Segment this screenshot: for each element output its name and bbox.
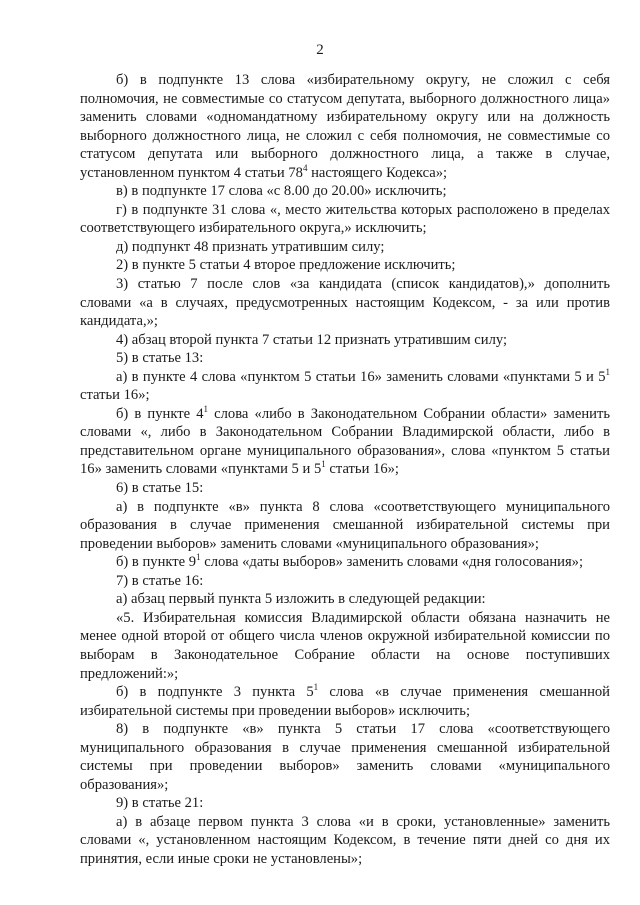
paragraph-text: слова «даты выборов» заменить словами «дня голосования»; bbox=[200, 554, 584, 571]
paragraph-text: 4) абзац второй пункта 7 статьи 12 признать утратившим силу; bbox=[116, 331, 508, 348]
paragraph-text: 3) статью 7 после слов «за кандидата (список кандидатов),» дополнить словами «а в случаях, предусмотренных настоящим Кодексом, - за или против кандидата,»; bbox=[80, 276, 610, 330]
paragraph-text: б) в подпункте 13 слова «избирательному округу, не сложил с себя полномочия, не совместимые со статусом депутата, выборного должностного лица» заменить словами «одномандатному избирательному округу или на должность выборного должностного лица, не сложил с себя полномочия, не совместимые со статусом депутата или выборного должностного лица, а также в случае, установленном пунктом 4 статьи 78 bbox=[80, 72, 610, 181]
paragraph bbox=[80, 71, 610, 182]
paragraph bbox=[80, 182, 610, 201]
superscript-index: 4 bbox=[302, 162, 308, 173]
paragraph-text: в) в подпункте 17 слова «с 8.00 до 20.00» исключить; bbox=[116, 183, 447, 200]
paragraph bbox=[80, 794, 610, 813]
paragraph bbox=[80, 405, 610, 479]
paragraph-text: 2) в пункте 5 статьи 4 второе предложение исключить; bbox=[116, 257, 456, 274]
paragraph bbox=[80, 331, 610, 350]
paragraph bbox=[80, 368, 610, 405]
superscript-index: 1 bbox=[313, 682, 319, 693]
paragraph-text: д) подпункт 48 признать утратившим силу; bbox=[116, 238, 385, 255]
paragraph bbox=[80, 479, 610, 498]
paragraph-text: б) в пункте 9 bbox=[116, 554, 197, 571]
superscript-index: 1 bbox=[605, 366, 610, 377]
paragraph-text: а) в абзаце первом пункта 3 слова «и в сроки, установленные» заменить словами «, установленном настоящим Кодексом, в течение пяти дней со дня их принятия, если иные сроки не установлены»; bbox=[80, 813, 610, 867]
paragraph-text: а) в подпункте «в» пункта 8 слова «соответствующего муниципального образования в случае применения смешанной избирательной системы при проведении выборов» заменить словами «муниципального образования»; bbox=[80, 498, 610, 552]
paragraph bbox=[80, 201, 610, 238]
paragraph-text: «5. Избирательная комиссия Владимирской области обязана назначить не менее одной второй от общего числа членов окружной избирательной комиссии по выборам в Законодательное Собрание области на основе поступивших предложений:»; bbox=[80, 609, 610, 682]
superscript-index: 1 bbox=[203, 403, 209, 414]
paragraph bbox=[80, 720, 610, 794]
paragraph bbox=[80, 498, 610, 554]
paragraph bbox=[80, 275, 610, 331]
paragraph-text: слова «в случае применения смешанной избирательной системы при проведении выборов» исключить; bbox=[80, 684, 610, 719]
paragraph bbox=[80, 572, 610, 591]
document-body bbox=[80, 71, 610, 869]
paragraph-text: статьи 16»; bbox=[325, 461, 399, 478]
paragraph-text: статьи 16»; bbox=[80, 387, 150, 404]
page-number: 2 bbox=[316, 42, 324, 58]
paragraph bbox=[80, 553, 610, 572]
paragraph-text: а) в пункте 4 слова «пунктом 5 статьи 16» заменить словами «пунктами 5 и 5 bbox=[116, 368, 606, 385]
paragraph-text: 5) в статье 13: bbox=[116, 350, 204, 367]
paragraph bbox=[80, 238, 610, 257]
paragraph bbox=[80, 609, 610, 683]
paragraph-text: 9) в статье 21: bbox=[116, 795, 204, 812]
paragraph bbox=[80, 813, 610, 869]
paragraph bbox=[80, 590, 610, 609]
paragraph-text: б) в подпункте 3 пункта 5 bbox=[116, 684, 314, 701]
superscript-index: 1 bbox=[196, 552, 201, 563]
paragraph-text: 7) в статье 16: bbox=[116, 572, 204, 589]
paragraph-text: слова «либо в Законодательном Собрании области» заменить словами «, либо в Законодательном Собрании Владимирской области, либо в представительном органе муниципального образования», слова «пунктом 5 статьи 16» заменить словами «пунктами 5 и 5 bbox=[80, 405, 611, 478]
paragraph-text: г) в подпункте 31 слова «, место жительства которых расположено в пределах соответствующего избирательного округа,» исключить; bbox=[80, 201, 610, 237]
paragraph bbox=[80, 256, 610, 275]
paragraph-text: б) в пункте 4 bbox=[116, 405, 204, 422]
paragraph-text: а) абзац первый пункта 5 изложить в следующей редакции: bbox=[116, 591, 486, 608]
superscript-index: 1 bbox=[321, 459, 326, 470]
paragraph-text: настоящего Кодекса»; bbox=[307, 164, 448, 181]
paragraph-text: 6) в статье 15: bbox=[116, 480, 204, 497]
paragraph bbox=[80, 683, 610, 720]
paragraph-text: 8) в подпункте «в» пункта 5 статьи 17 слова «соответствующего муниципального образования в случае применения смешанной избирательной системы при проведении выборов» заменить словами «муниципального образования»; bbox=[80, 721, 610, 793]
paragraph bbox=[80, 349, 610, 368]
